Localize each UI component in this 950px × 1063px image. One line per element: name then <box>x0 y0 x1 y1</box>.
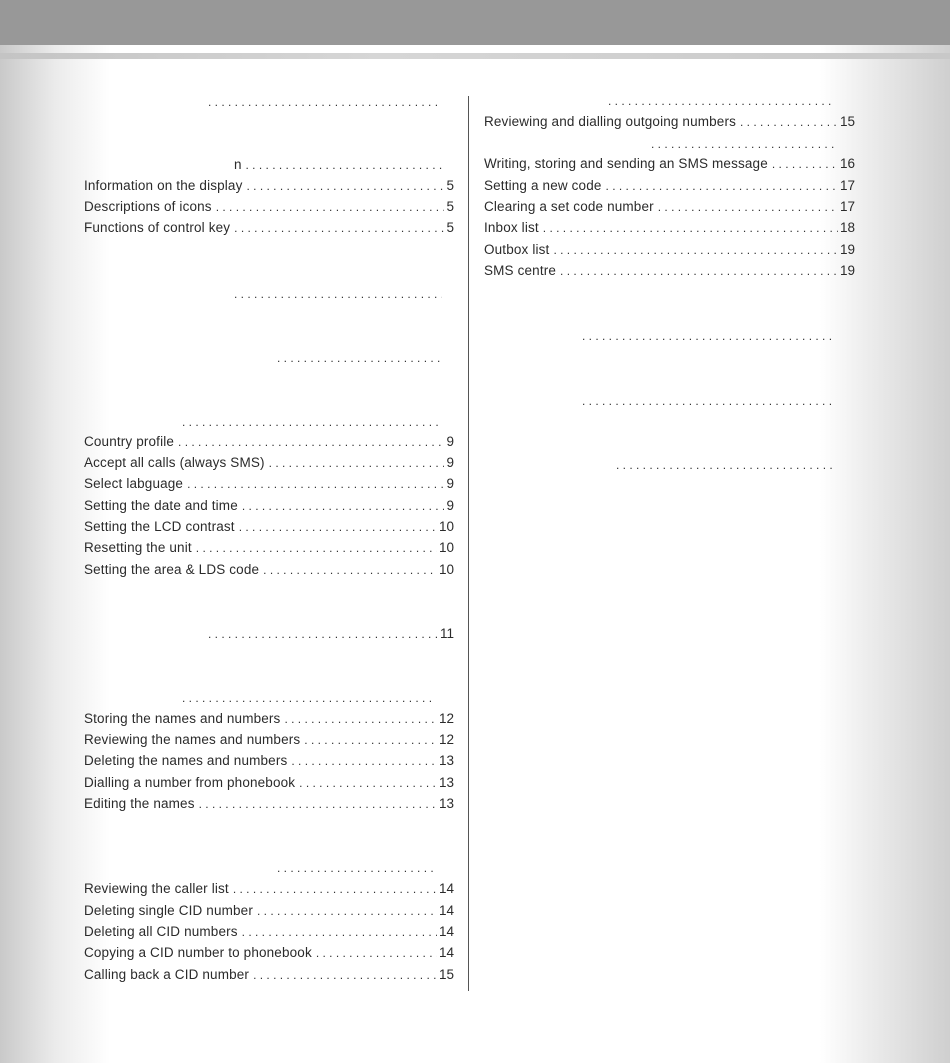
toc-entry[interactable]: Country profile . . . 9 <box>84 433 454 451</box>
toc-right-column <box>484 0 855 1063</box>
dot-leader <box>247 177 445 195</box>
dot-leader <box>263 561 437 579</box>
toc-entry[interactable]: Outbox list . . . 19 <box>484 241 855 259</box>
dot-leader <box>560 262 838 280</box>
dot-leader <box>242 497 445 515</box>
toc-entry[interactable]: Storing the names and numbers . . . 12 <box>84 710 454 728</box>
dot-leader <box>208 93 442 111</box>
dot-leader <box>606 177 838 195</box>
dot-leader <box>233 880 437 898</box>
toc-section-heading <box>578 392 836 410</box>
dot-leader <box>651 135 834 153</box>
toc-entry[interactable]: Dialling a number from phonebook . . . 13 <box>84 774 454 792</box>
column-divider <box>468 96 469 991</box>
dot-leader <box>196 539 437 557</box>
toc-entry[interactable]: Reviewing and dialling outgoing numbers . . . 15 <box>484 113 855 131</box>
dot-leader <box>253 966 437 984</box>
toc-section-heading <box>612 456 836 474</box>
dot-leader <box>242 923 437 941</box>
dot-leader <box>658 198 838 216</box>
dot-leader <box>582 327 834 345</box>
dot-leader <box>608 92 834 110</box>
toc-section-heading <box>273 859 436 877</box>
dot-leader <box>543 219 838 237</box>
dot-leader <box>257 902 437 920</box>
dot-leader <box>246 156 442 174</box>
toc-entry[interactable]: Descriptions of icons . . . 5 <box>84 198 454 216</box>
toc-entry[interactable]: Clearing a set code number . . . 17 <box>484 198 855 216</box>
dot-leader <box>316 944 437 962</box>
toc-section-heading <box>578 327 836 345</box>
toc-section-heading <box>647 135 836 153</box>
toc-section-heading <box>273 349 444 367</box>
dot-leader <box>187 475 444 493</box>
dot-leader <box>239 518 437 536</box>
toc-entry[interactable]: Deleting the names and numbers . . . 13 <box>84 752 454 770</box>
toc-section-heading <box>178 689 436 707</box>
toc-entry[interactable]: Accept all calls (always SMS) . . . 9 <box>84 454 454 472</box>
dot-leader <box>304 731 437 749</box>
toc-entry[interactable]: Reviewing the names and numbers . . . 12 <box>84 731 454 749</box>
dot-leader <box>277 859 434 877</box>
toc-section-heading <box>178 413 444 431</box>
dot-leader <box>284 710 437 728</box>
toc-entry[interactable]: Deleting single CID number . . . 14 <box>84 902 454 920</box>
toc-entry[interactable]: Setting a new code . . . 17 <box>484 177 855 195</box>
toc-section-heading: n . . . <box>234 156 444 174</box>
toc-entry[interactable]: Information on the display . . . 5 <box>84 177 454 195</box>
dot-leader <box>208 625 438 643</box>
dot-leader <box>616 456 834 474</box>
toc-section-heading <box>604 92 836 110</box>
dot-leader <box>199 795 437 813</box>
toc-entry[interactable]: Editing the names . . . 13 <box>84 795 454 813</box>
toc-entry[interactable]: Resetting the unit . . . 10 <box>84 539 454 557</box>
toc-entry[interactable]: SMS centre . . . 19 <box>484 262 855 280</box>
toc-entry[interactable]: Setting the date and time . . . 9 <box>84 497 454 515</box>
dot-leader <box>277 349 442 367</box>
dot-leader <box>234 219 444 237</box>
dot-leader <box>269 454 445 472</box>
toc-entry[interactable]: Writing, storing and sending an SMS message . . . 16 <box>484 155 855 173</box>
dot-leader <box>291 752 437 770</box>
dot-leader <box>216 198 445 216</box>
toc-entry[interactable]: Inbox list . . . 18 <box>484 219 855 237</box>
toc-entry[interactable]: Setting the area & LDS code . . . 10 <box>84 561 454 579</box>
toc-entry[interactable]: Calling back a CID number . . . 15 <box>84 966 454 984</box>
dot-leader <box>582 392 834 410</box>
toc-entry[interactable]: Deleting all CID numbers . . . 14 <box>84 923 454 941</box>
toc-entry[interactable]: Copying a CID number to phonebook . . . 14 <box>84 944 454 962</box>
dot-leader <box>182 413 442 431</box>
dot-leader <box>182 689 434 707</box>
toc-section-heading <box>230 285 444 303</box>
toc-left-column <box>84 0 454 1063</box>
dot-leader <box>553 241 838 259</box>
dot-leader <box>772 155 838 173</box>
dot-leader <box>740 113 838 131</box>
toc-section-heading: . . . 11 <box>204 625 454 643</box>
toc-entry[interactable]: Reviewing the caller list . . . 14 <box>84 880 454 898</box>
toc-entry[interactable]: Functions of control key . . . 5 <box>84 219 454 237</box>
dot-leader <box>178 433 444 451</box>
dot-leader <box>299 774 437 792</box>
toc-entry[interactable]: Select labguage . . . 9 <box>84 475 454 493</box>
toc-section-heading <box>204 93 444 111</box>
toc-entry[interactable]: Setting the LCD contrast . . . 10 <box>84 518 454 536</box>
dot-leader <box>234 285 442 303</box>
